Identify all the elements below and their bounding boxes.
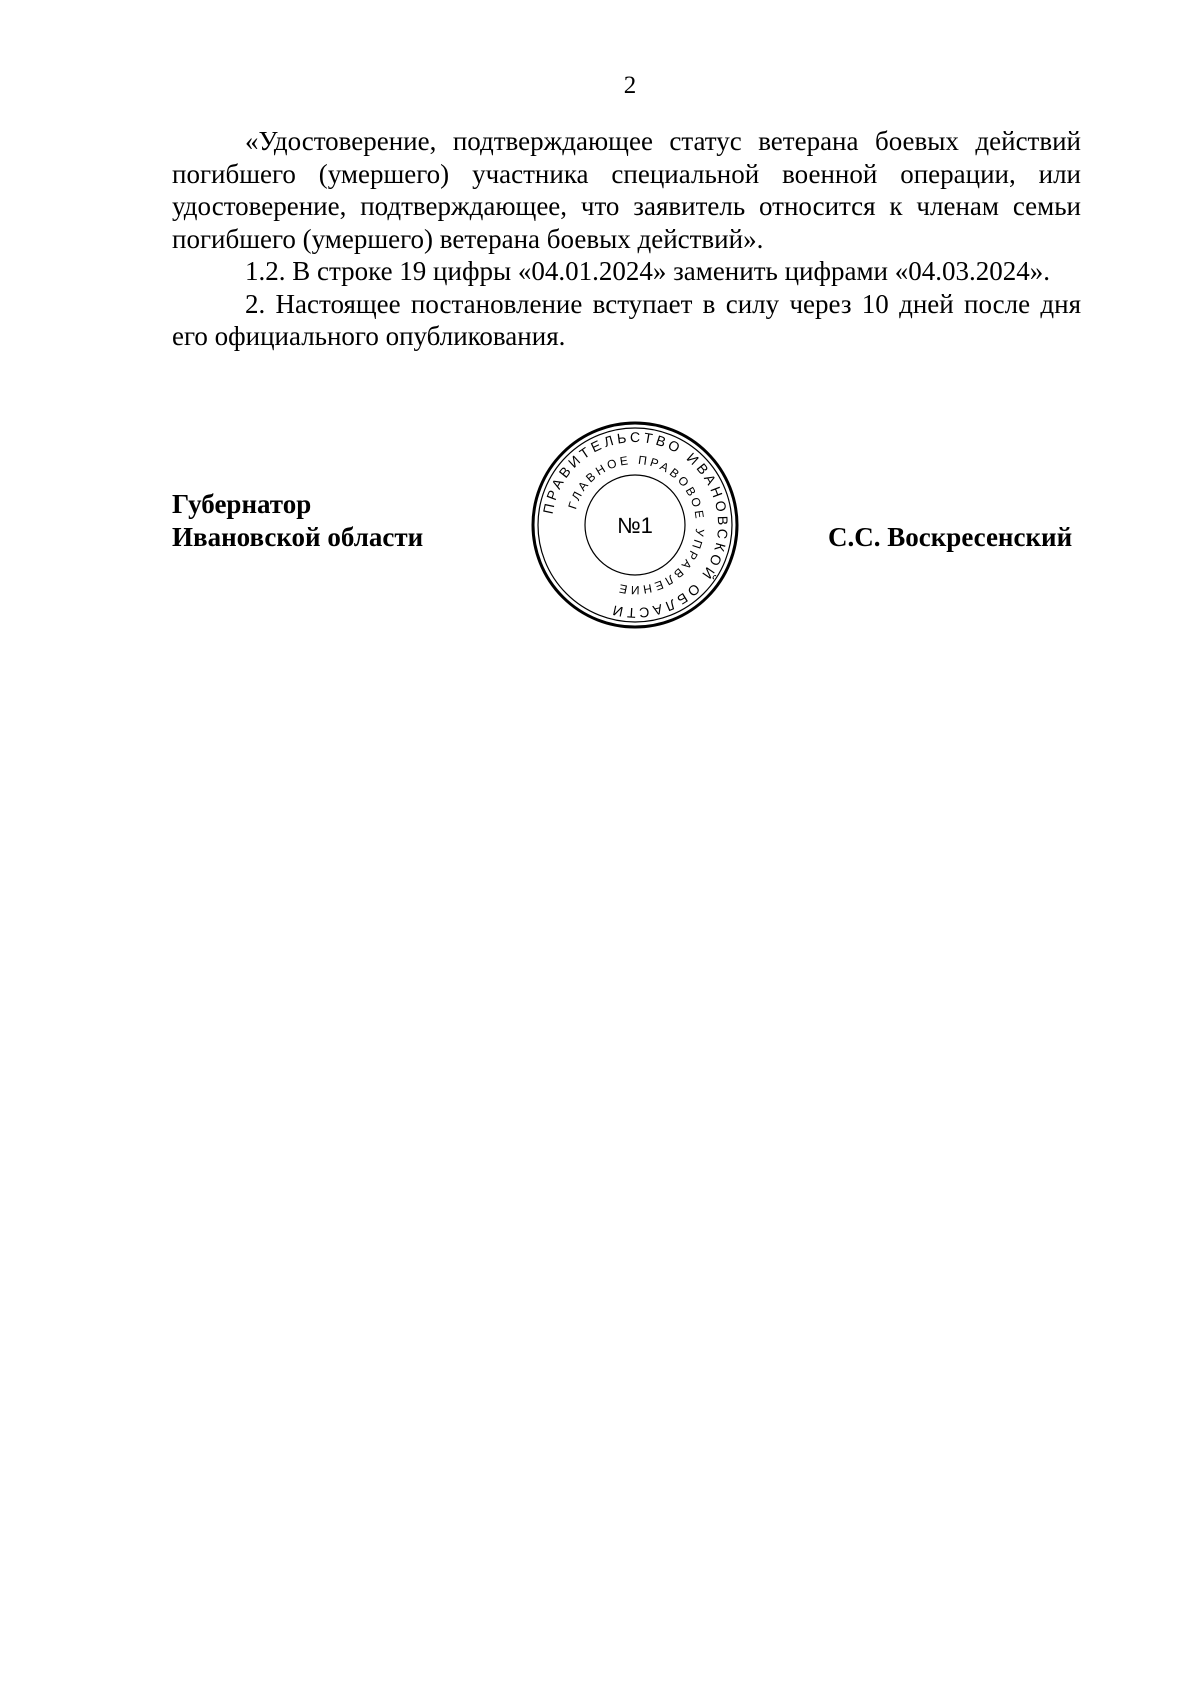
- page-number: 2: [623, 72, 637, 99]
- official-seal: [530, 420, 740, 630]
- seal-graphic: [530, 420, 740, 630]
- signatory-position-line2: Ивановской области: [172, 522, 424, 552]
- signatory-position-line1: Губернатор: [172, 489, 312, 519]
- seal-number: №1: [617, 513, 653, 538]
- paragraph-item-2: 2. Настоящее постановление вступает в силу через 10 дней после дня его официального опубликования.: [172, 288, 1081, 351]
- signatory-position: [172, 488, 423, 554]
- document-body: [172, 125, 1081, 353]
- signatory-name: С.С. Воскресенский: [828, 522, 1073, 552]
- paragraph-certificate: «Удостоверение, подтверждающее статус ветерана боевых действий погибшего (умершего) участника специальной военной операции, или удостоверение, подтверждающее, что заявитель относится к членам семьи погибшего (умершего) ветерана боевых действий».: [172, 126, 1081, 254]
- seal-inner-text: ГЛАВНОЕ ПРАВОВОЕ УПРАВЛЕНИЕ: [565, 452, 708, 598]
- seal-outer-text: ПРАВИТЕЛЬСТВО ИВАНОВСКОЙ ОБЛАСТИ: [539, 428, 732, 622]
- paragraph-item-1-2: 1.2. В строке 19 цифры «04.01.2024» заменить цифрами «04.03.2024».: [245, 256, 1050, 286]
